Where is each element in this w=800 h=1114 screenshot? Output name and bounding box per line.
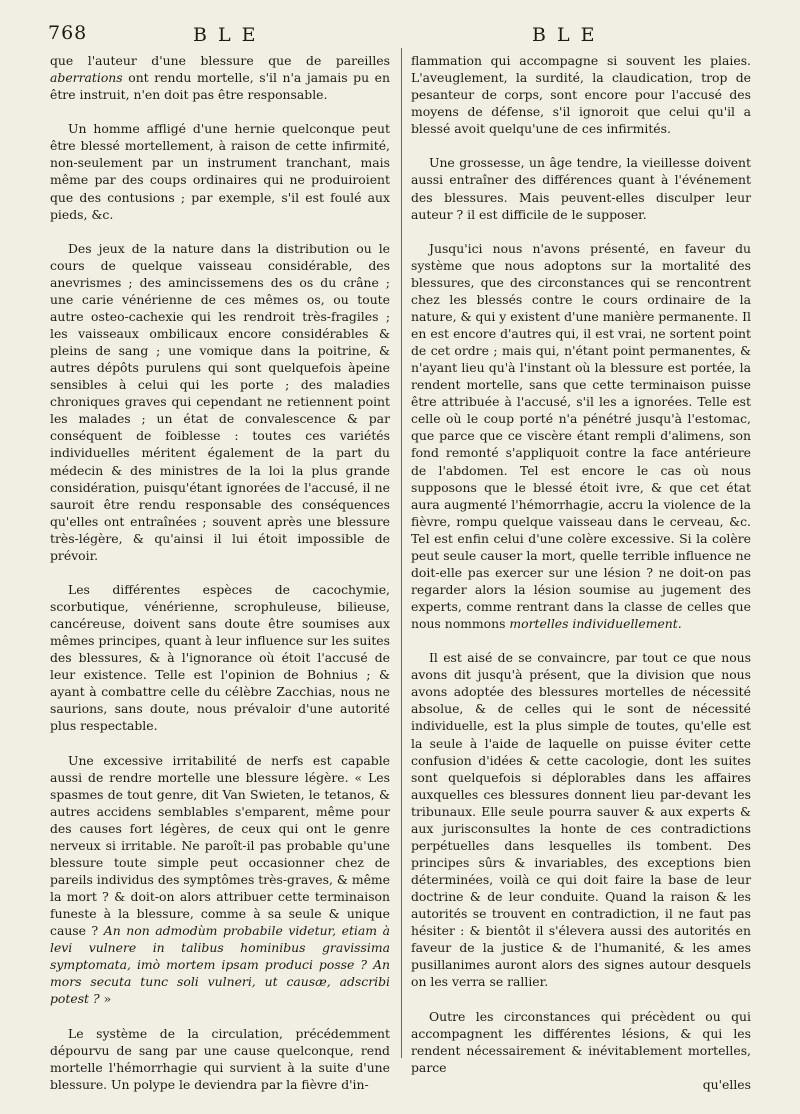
running-head-right: BLE [532, 24, 606, 46]
paragraph: Jusqu'ici nous n'avons présenté, en faveur du système que nous adoptons sur la mortalité des blessures, que des circonstances qui se rencontrent chez les blessés contre le cours ordinaire de la nature, & qui y existent d'une manière permanente. Il en est encore d'autres qui, il est vrai, ne sortent point de cet ordre ; mais qui, n'étant point permanentes, & n'ayant lieu qu'à l'instant où la blessure est portée, la rendent mortelle, sans que cette terminaison puisse être attribuée à l'accusé, s'il les a ignorées. Telle est celle où le coup porté n'a pénétré jusqu'à l'estomac, que parce que ce viscère étant rempli d'alimens, son fond remonté s'appliquoit contre la face antérieure de l'abdomen. Tel est encore le cas où nous supposons que le blessé étoit ivre, & que cet état aura augmenté l'hémorrhagie, accru la violence de la fièvre, rompu quelque vaisseau dans le cerveau, &c. Tel est enfin celui d'une colère excessive. Si la colère peut seule causer la mort, quelle terrible influence ne doit-elle pas exercer sur une lésion ? ne doit-on pas regarder alors la lésion soumise au jugement des experts, comme rentrant dans la classe de celles que nous nommons mortelles individuellement. [411, 240, 751, 632]
paragraph: Des jeux de la nature dans la distribution ou le cours de quelque vaisseau considérable, des anevrismes ; des amincissemens des os du crâne ; une carie vénérienne de ces mêmes os, ou toute autre osteo-cachexie qui les rendroit très-fragiles ; les vaisseaux ombilicaux encore considérables & pleins de sang ; une vomique dans la poitrine, & autres dépôts purulens qui sont quelquefois àpeine sensibles à celui qui les porte ; des maladies chroniques graves qui cependant ne retiennent point les malades ; un état de convalescence & par conséquent de foiblesse : toutes ces variétés individuelles méritent également de la part du médecin & des ministres de la loi la plus grande considération, puisqu'étant ignorées de l'accusé, il ne sauroit être rendu responsable des conséquences qu'elles ont entraînées ; souvent après une blessure très-légère, & qu'ainsi il lui étoit impossible de prévoir. [50, 240, 390, 563]
paragraph: Les différentes espèces de cacochymie, scorbutique, vénérienne, scrophuleuse, bilieuse, cancéreuse, doivent sans doute être soumises aux mêmes principes, quant à leur influence sur les suites des blessures, & à l'ignorance où étoit l'accusé de leur existence. Telle est l'opinion de Bohnius ; & ayant à combattre celle du célèbre Zacchias, nous ne saurions, sans doute, nous prévaloir d'une autorité plus respectable. [50, 581, 390, 734]
right-column [411, 52, 751, 1093]
column-divider [401, 48, 402, 1058]
catchword: qu'elles [702, 1076, 751, 1092]
paragraph: Outre les circonstances qui précèdent ou qui accompagnent les différentes lésions, & qui les rendent nécessairement & inévitablement mortelles, parce [411, 1008, 751, 1075]
paragraph: que l'auteur d'une blessure que de pareilles aberrations ont rendu mortelle, s'il n'a jamais pu en être instruit, n'en doit pas être responsable. [50, 53, 390, 103]
paragraph: flammation qui accompagne si souvent les plaies. L'aveuglement, la surdité, la claudication, trop de pesanteur de corps, sont encore pour l'accusé des moyens de défense, s'il ignoroit que celui qu'il a blessé avoit quelqu'une de ces infirmités. [411, 53, 751, 137]
paragraph: Une excessive irritabilité de nerfs est capable aussi de rendre mortelle une blessure légère. « Les spasmes de tout genre, dit Van Swieten, le tetanos, & autres accidens semblables s'emparent, même pour des causes fort légères, de ceux qui ont le genre nerveux si irritable. Ne paroît-il pas probable qu'une blessure toute simple peut occasionner chez de pareils individus des symptômes très-graves, & même la mort ? & doit-on alors attribuer cette terminaison funeste à la blessure, comme à sa seule & unique cause ? An non admodùm probabile videtur, etiam à levi vulnere in talibus hominibus gravissima symptomata, imò mortem ipsam produci posse ? An mors secuta tunc soli vulneri, ut causæ, adscribi potest ? » [50, 752, 390, 1007]
running-head-left: BLE [193, 24, 267, 46]
paragraph: Le système de la circulation, précédemment dépourvu de sang par une cause quelconque, rend mortelle l'hémorrhagie qui survient à la suite d'une blessure. Un polype le deviendra par la fièvre d'in- [50, 1025, 390, 1092]
paragraph: Une grossesse, un âge tendre, la vieillesse doivent aussi entraîner des différences quant à l'événement des blessures. Mais peuvent-elles disculper leur auteur ? il est difficile de le supposer. [411, 155, 751, 222]
left-column [50, 52, 390, 1093]
paragraph: Un homme affligé d'une hernie quelconque peut être blessé mortellement, à raison de cette infirmité, non-seulement par un instrument tranchant, mais même par des coups ordinaires qui ne produiroient que des contusions ; par exemple, s'il est foulé aux pieds, &c. [50, 121, 390, 222]
paragraph: Il est aisé de se convaincre, par tout ce que nous avons dit jusqu'à présent, que la division que nous avons adoptée des blessures mortelles de nécessité absolue, & de celles qui le sont de nécessité individuelle, est la plus simple de toutes, qu'elle est la seule à l'aide de laquelle on puisse éviter cette confusion d'idées & cette cacologie, dont les suites sont quelquefois si déplorables dans les affaires auxquelles ces blessures donnent lieu par-devant les tribunaux. Elle seule pourra sauver & aux experts & aux jurisconsultes la honte de ces contradictions perpétuelles dans lesquelles ils tombent. Des principes sûrs & invariables, des exceptions bien déterminées, voilà ce qui doit faire la base de leur doctrine & de leur conduite. Quand la raison & les autorités se trouvent en contradiction, il ne faut pas hésiter : & bientôt il s'élevera aussi des autorités en faveur de la justice & de l'humanité, & les ames pusillanimes auront alors des signes autour desquels on les verra se rallier. [411, 650, 751, 990]
page-number: 768 [48, 22, 88, 44]
